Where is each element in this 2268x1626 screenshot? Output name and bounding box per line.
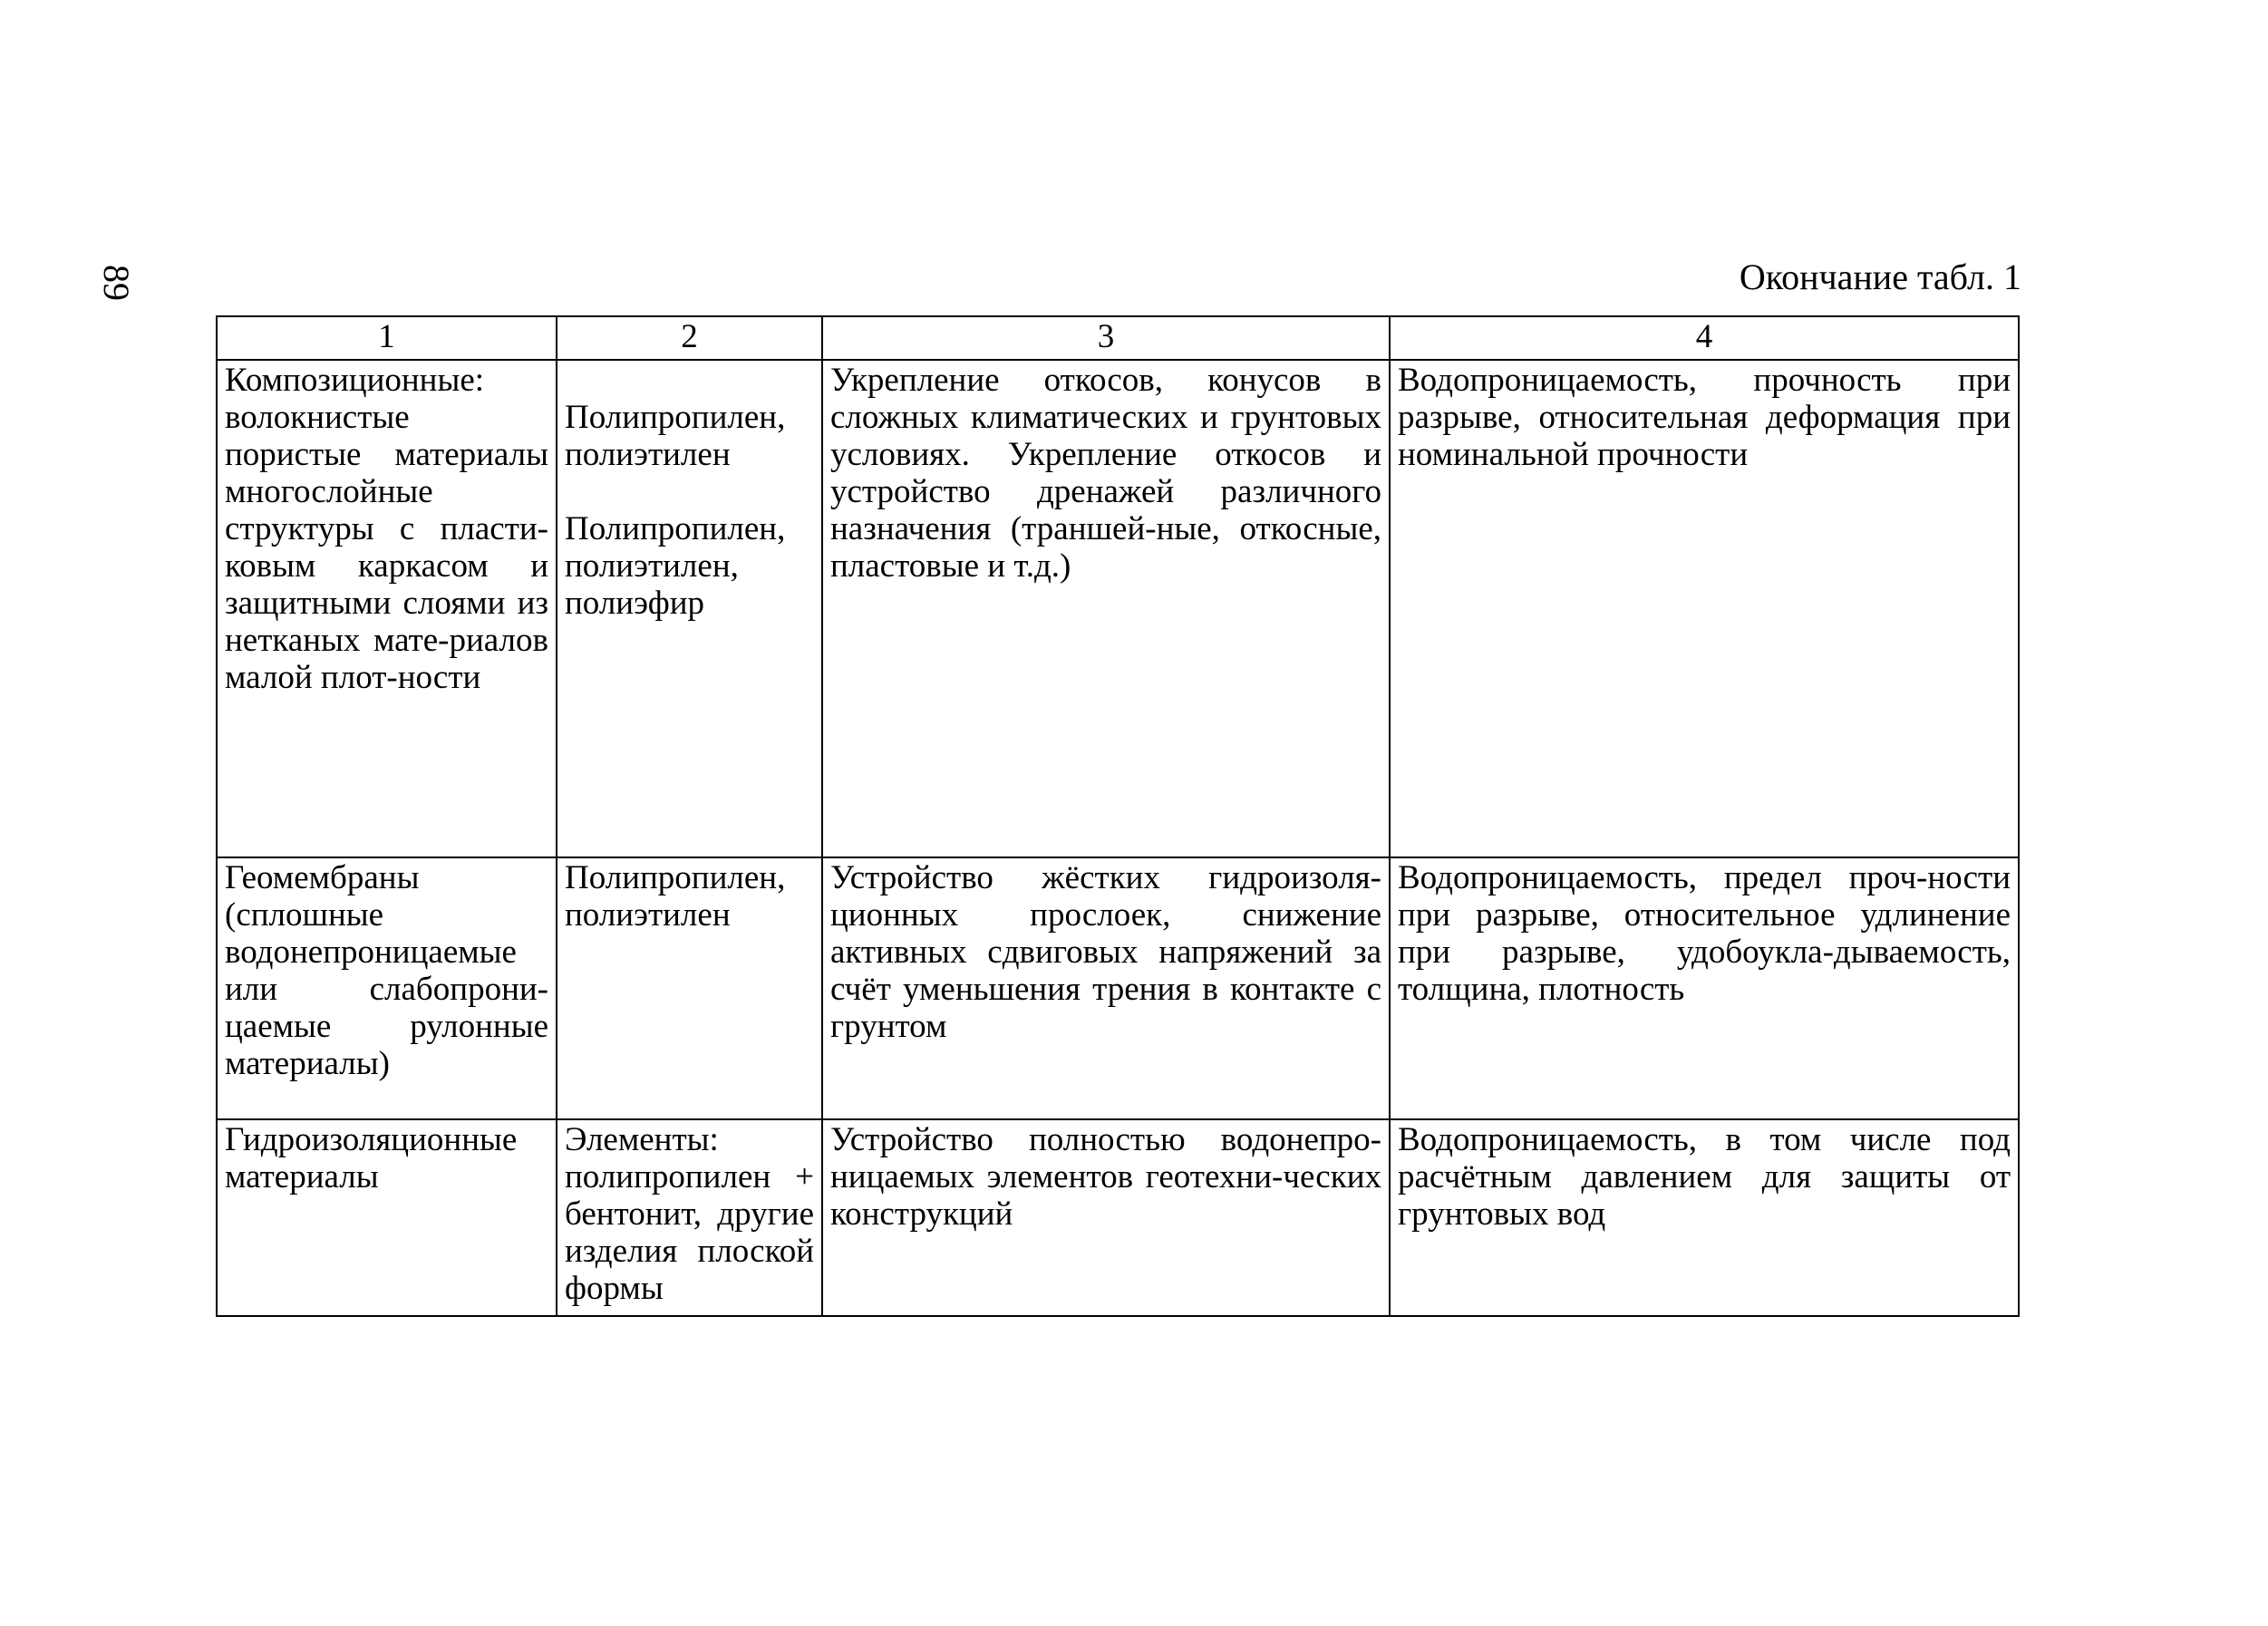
application-cell: Устройство жёстких гидроизоля-ционных прослоек, снижение активных сдвиговых напряжений за счёт уменьшения трения в контакте с грунтом — [822, 857, 1390, 1119]
raw-material-text: Полипропилен, полиэтилен — [565, 399, 786, 473]
page-number: 89 — [96, 265, 137, 301]
table-header-row — [217, 316, 2019, 360]
column-header-2: 2 — [557, 316, 822, 360]
materials-table — [216, 315, 2020, 1317]
material-type-cell: Геомембраны (сплошные водонепроницаемые или слабопрони-цаемые рулонные материалы) — [217, 857, 557, 1119]
table-caption: Окончание табл. 1 — [1739, 256, 2021, 297]
application-cell: Устройство полностью водонепро-ницаемых элементов геотехни-ческих конструкций — [822, 1119, 1390, 1316]
material-type-cell: Композиционные: волокнистые пористые материалы многослойные структуры с пласти-ковым каркасом и защитными слоями из нетканых мате-риалов малой плот-ности — [217, 360, 557, 857]
material-type-cell: Гидроизоляционные материалы — [217, 1119, 557, 1316]
raw-material-text: Полипропилен, полиэтилен, полиэфир — [565, 510, 786, 622]
table-row — [217, 360, 2019, 857]
raw-material-cell — [557, 360, 822, 857]
column-header-1: 1 — [217, 316, 557, 360]
table-row — [217, 857, 2019, 1119]
properties-cell: Водопроницаемость, предел проч-ности при разрыве, относительное удлинение при разрыве, удобоукла-дываемость, толщина, плотность — [1390, 857, 2019, 1119]
properties-cell: Водопроницаемость, прочность при разрыве, относительная деформация при номинальной прочности — [1390, 360, 2019, 857]
application-cell: Укрепление откосов, конусов в сложных климатических и грунтовых условиях. Укрепление откосов и устройство дренажей различного назначения (траншей-ные, откосные, пластовые и т.д.) — [822, 360, 1390, 857]
raw-material-cell: Элементы: полипропилен + бентонит, другие изделия плоской формы — [557, 1119, 822, 1316]
properties-cell: Водопроницаемость, в том числе под расчётным давлением для защиты от грунтовых вод — [1390, 1119, 2019, 1316]
table-row — [217, 1119, 2019, 1316]
column-header-3: 3 — [822, 316, 1390, 360]
column-header-4: 4 — [1390, 316, 2019, 360]
raw-material-cell: Полипропилен, полиэтилен — [557, 857, 822, 1119]
